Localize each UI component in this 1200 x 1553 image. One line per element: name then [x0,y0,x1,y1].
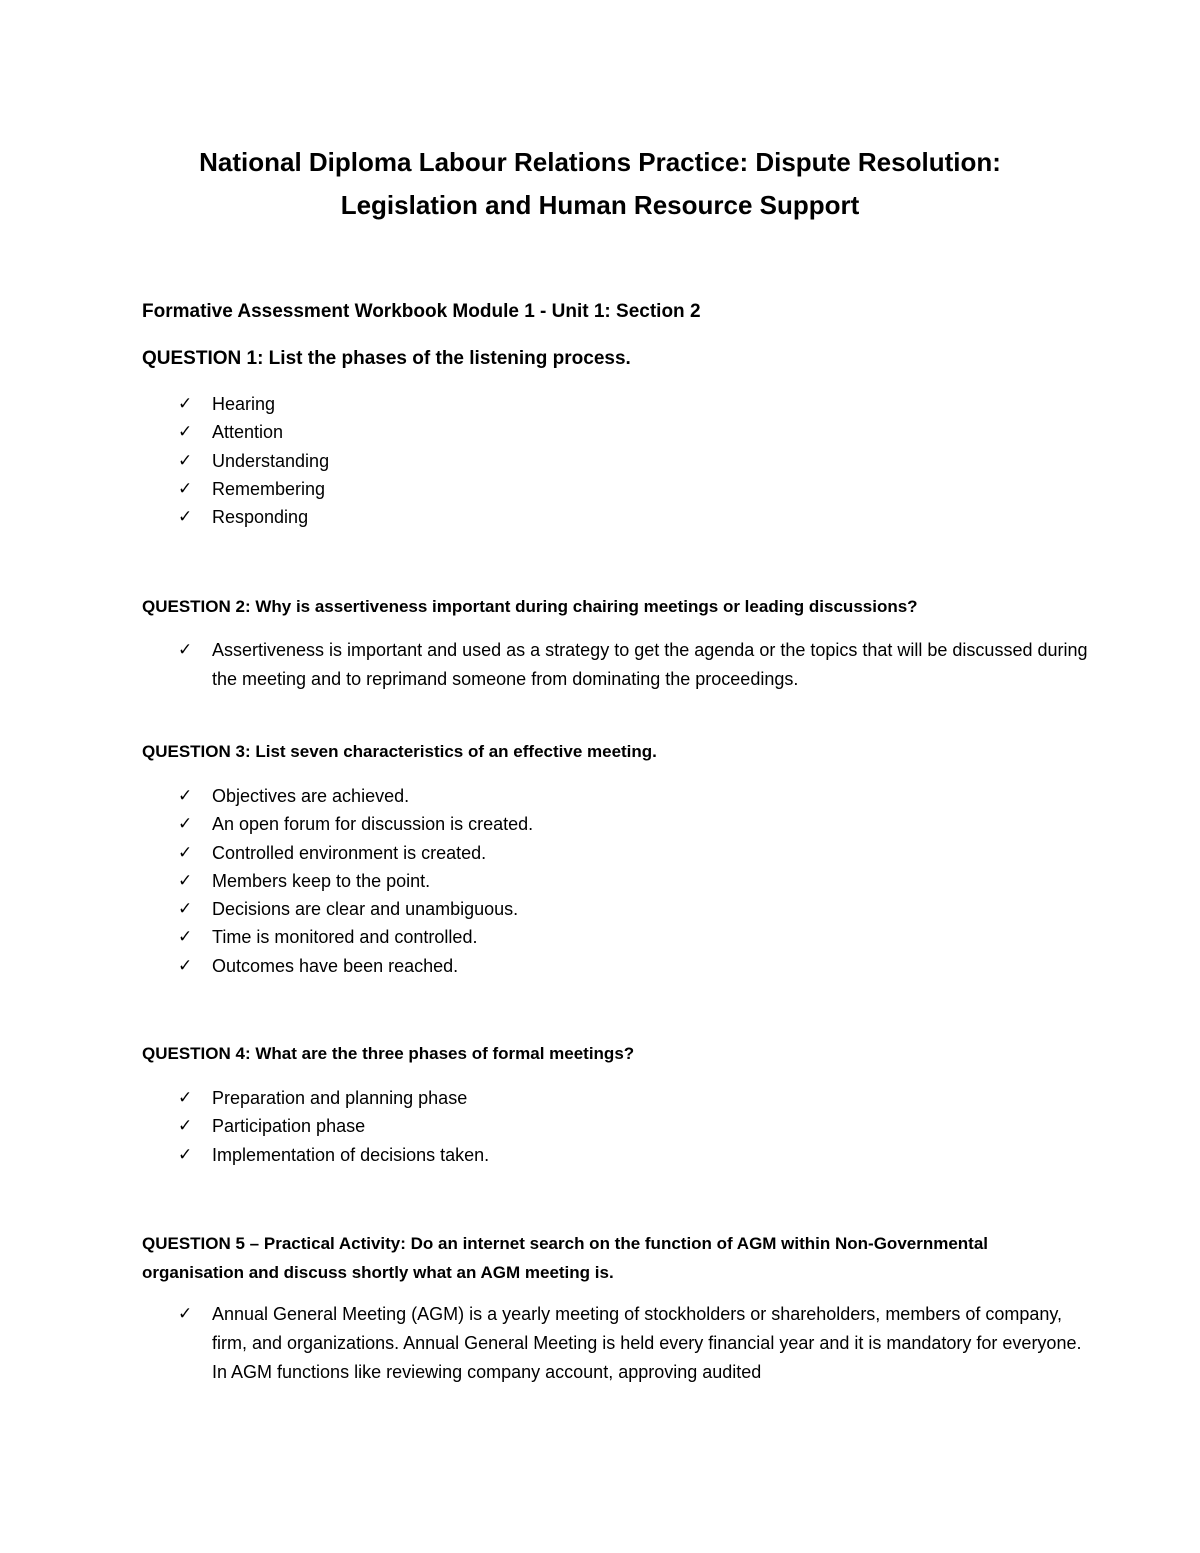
question-5-heading: QUESTION 5 – Practical Activity: Do an internet search on the function of AGM within Non-Governmental organisation and discuss shortly what an AGM meeting is. [142,1234,989,1282]
document-title-line-2: Legislation and Human Resource Support [340,190,860,220]
check-icon: ✓ [178,478,193,499]
list-item [178,447,329,475]
list-item [178,475,329,503]
answer-text: Decisions are clear and unambiguous. [212,899,519,920]
list-item [178,952,533,980]
list-item [178,895,533,923]
answer-text: Responding [212,507,309,528]
question-3-answer-list [178,782,533,980]
answer-text: Annual General Meeting (AGM) is a yearly meeting of stockholders or shareholders, members of company, firm, and organizations. Annual General Meeting is held every financial year and it is mandatory for everyone. In AGM functions like reviewing company account, approving audited [212,1304,1082,1382]
answer-text: Members keep to the point. [212,870,431,891]
list-item [178,418,329,446]
answer-text: Preparation and planning phase [212,1088,468,1108]
check-icon: ✓ [178,450,193,471]
answer-text: Attention [212,422,284,443]
check-icon: ✓ [178,1116,193,1137]
list-item [178,1300,1092,1387]
list-item [178,390,329,418]
answer-text: Remembering [212,478,326,499]
list-item [178,503,329,531]
list-item [178,810,533,838]
list-item [178,1112,489,1140]
answer-text: Understanding [212,450,330,471]
answer-text: Objectives are achieved. [212,786,410,806]
list-item [178,923,533,951]
check-icon: ✓ [178,1088,193,1108]
check-icon: ✓ [178,1144,193,1165]
list-item [178,867,533,895]
answer-text: Assertiveness is important and used as a strategy to get the agenda or the topics that will be discussed during the meeting and to reprimand someone from dominating the proceedings. [212,640,1088,689]
check-icon: ✓ [178,899,193,920]
answer-text: Implementation of decisions taken. [212,1144,490,1165]
list-item [178,1084,489,1112]
check-icon: ✓ [178,640,193,660]
check-icon: ✓ [178,842,193,863]
question-5-answer-list [178,1300,1092,1387]
workbook-subtitle: Formative Assessment Workbook Module 1 - Unit 1: Section 2 [142,301,701,322]
question-1-heading: QUESTION 1: List the phases of the listening process. [142,348,631,369]
list-item [178,839,533,867]
question-2-answer-list [178,636,1092,694]
check-icon: ✓ [178,786,193,806]
check-icon: ✓ [178,1304,193,1324]
check-icon: ✓ [178,814,193,835]
answer-text: An open forum for discussion is created. [212,814,534,835]
question-3-heading: QUESTION 3: List seven characteristics of an effective meeting. [142,742,657,761]
list-item [178,636,1092,694]
check-icon: ✓ [178,394,193,414]
question-2-heading: QUESTION 2: Why is assertiveness important during chairing meetings or leading discussions? [142,597,918,616]
check-icon: ✓ [178,507,193,528]
check-icon: ✓ [178,927,193,948]
question-1-answer-list [178,390,329,531]
answer-text: Participation phase [212,1116,366,1137]
check-icon: ✓ [178,955,193,976]
check-icon: ✓ [178,870,193,891]
answer-text: Controlled environment is created. [212,842,487,863]
answer-text: Hearing [212,394,276,414]
answer-text: Time is monitored and controlled. [212,927,478,948]
list-item [178,1141,489,1169]
check-icon: ✓ [178,422,193,443]
question-4-heading: QUESTION 4: What are the three phases of formal meetings? [142,1044,635,1063]
answer-text: Outcomes have been reached. [212,955,459,976]
document-title-line-1: National Diploma Labour Relations Practice: Dispute Resolution: [199,147,1001,177]
list-item [178,782,533,810]
question-4-answer-list [178,1084,489,1169]
